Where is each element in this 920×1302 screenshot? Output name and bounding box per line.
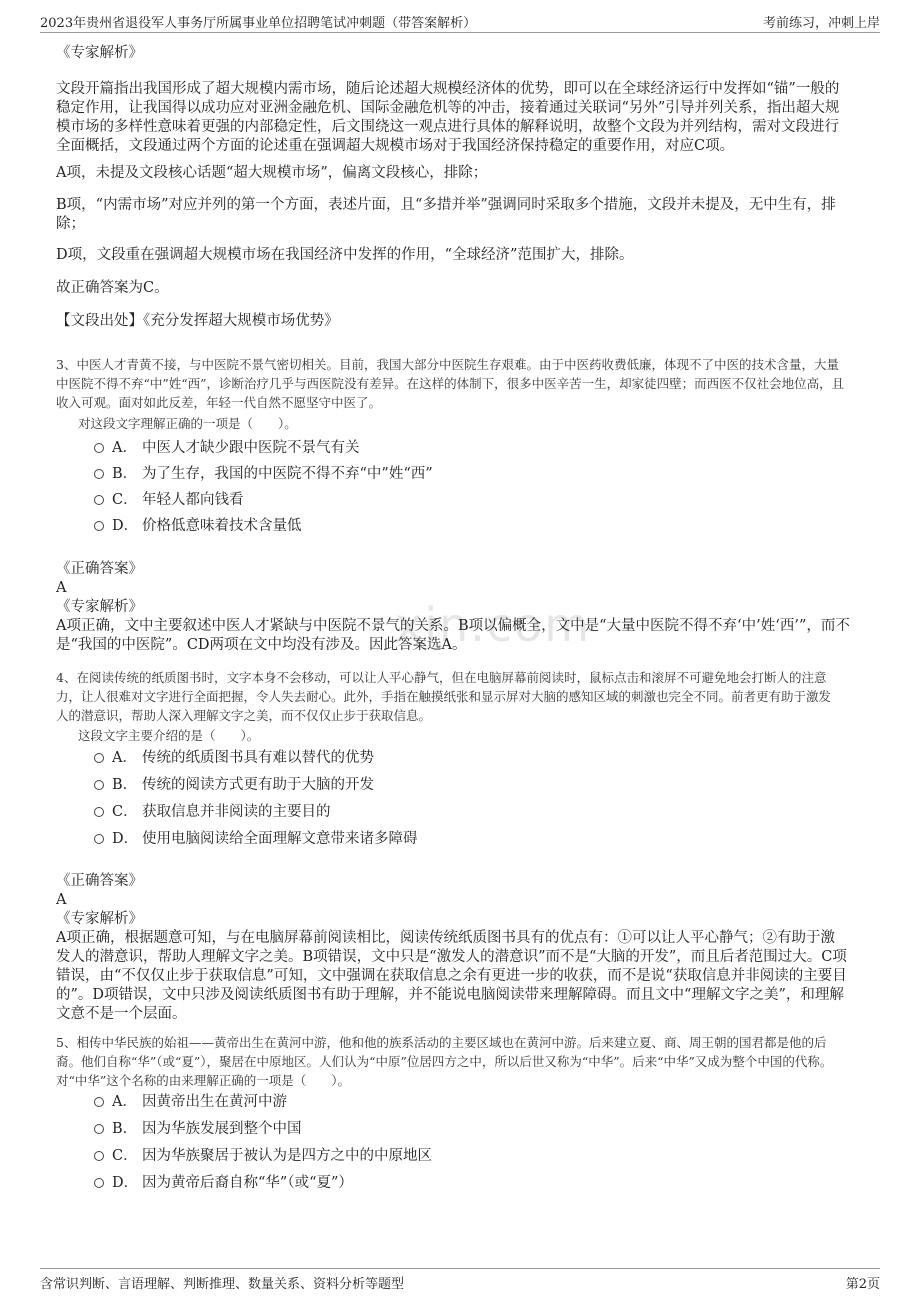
q5-stem: 5、相传中华民族的始祖——黄帝出生在黄河中游，他和他的族系活动的主要区域也在黄河中游。后来建立夏、商、周王朝的国君都是他的后 裔。他们自称“华”（或“夏”），聚居在中原地区。人们认为“中原”位居四方之中，所以后世又称为“中华”。后来“中华”又成为整个中国的代称。 对“中华”这个名称的由来理解正确的一项是（ ）。 xyxy=(56,1035,833,1088)
q4-option-a[interactable]: A． 传统的纸质图书具有难以替代的优势 xyxy=(94,748,374,768)
radio-icon[interactable] xyxy=(94,780,104,790)
radio-icon[interactable] xyxy=(94,495,104,505)
q5-option-c[interactable]: C． 因为华族聚居于被认为是四方之中的中原地区 xyxy=(94,1146,432,1166)
footer-categories: 含常识判断、言语理解、判断推理、数量关系、资料分析等题型 xyxy=(40,1277,405,1292)
q2-option-b-analysis: B项，“内需市场”对应并列的第一个方面，表述片面，且“多措并举”强调同时采取多个措施，文段并未提及，无中生有，排 除； xyxy=(56,197,836,232)
q4-option-d[interactable]: D． 使用电脑阅读给全面理解文意带来诸多障碍 xyxy=(94,829,418,849)
q4-answer-label: 《正确答案》 xyxy=(56,873,143,889)
radio-icon[interactable] xyxy=(94,443,104,453)
header-slogan: 考前练习，冲刺上岸 xyxy=(762,16,880,31)
analysis-line: 全面概括，文段通过两个方面的论述重在强调超大规模市场对于我国经济保持稳定的重要作用，对应C项。 xyxy=(56,138,735,154)
radio-icon[interactable] xyxy=(94,753,104,763)
q3-analysis: A项正确，文中主要叙述中医人才紧缺与中医院不景气的关系。B项以偏概全，文中是“大量中医院不得不弃‘中’姓‘西’”，而不 是“我国的中医院”。CD两项在文中均没有涉及。因此答案选A。 xyxy=(56,618,850,653)
radio-icon[interactable] xyxy=(94,1097,104,1107)
q4-option-c[interactable]: C． 获取信息并非阅读的主要目的 xyxy=(94,802,331,822)
q3-option-a[interactable]: A． 中医人才缺少跟中医院不景气有关 xyxy=(94,438,360,458)
q4-question: 这段文字主要介绍的是（ ）。 xyxy=(78,728,260,743)
radio-icon[interactable] xyxy=(94,521,104,531)
q5-option-a[interactable]: A． 因黄帝出生在黄河中游 xyxy=(94,1092,287,1112)
q2-option-d-analysis: D项，文段重在强调超大规模市场在我国经济中发挥的作用，“全球经济”范围扩大，排除。 xyxy=(56,247,634,263)
radio-icon[interactable] xyxy=(94,1124,104,1134)
q4-stem: 4、在阅读传统的纸质图书时，文字本身不会移动，可以让人平心静气，但在电脑屏幕前阅读时，鼠标点击和滚屏不可避免地会打断人的注意 力，让人很难对文字进行全面把握，令人失去耐心。此外，手指在触摸纸张和显示屏对大脑的感知区域的刺激也完全不同。前者更有助于激发 人的潜意识，帮助人深入理解文字之美，而不仅仅止步于获取信息。 xyxy=(56,670,832,723)
analysis-line: 稳定作用，让我国得以成功应对亚洲金融危机、国际金融危机等的冲击，接着通过关联词“另外”引导并列关系，指出超大规 xyxy=(56,100,840,116)
page-number: 第2页 xyxy=(845,1277,880,1292)
q4-analysis: A项正确，根据题意可知，与在电脑屏幕前阅读相比，阅读传统纸质图书具有的优点有：①可以让人平心静气；②有助于激 发人的潜意识，帮助人理解文字之美。B项错误，文中只是“激发人的潜意识”而不是“大脑的开发”，而且后者范围过大。C项 错误，由“不仅仅止步于获取信息”可知，文中强调在获取信息之余有更进一步的收获，而不是说“获取信息并非阅读的主要目 的”。D项错误，文中只涉及阅读纸质图书有助于理解，并不能说电脑阅读带来理解障碍。而且文中“理解文字之美”，和理解 文意不是一个层面。 xyxy=(56,930,847,1022)
radio-icon[interactable] xyxy=(94,469,104,479)
radio-icon[interactable] xyxy=(94,834,104,844)
radio-icon[interactable] xyxy=(94,807,104,817)
q2-option-a-analysis: A项，未提及文段核心话题“超大规模市场”，偏离文段核心，排除； xyxy=(56,165,488,181)
q3-question: 对这段文字理解正确的一项是（ ）。 xyxy=(78,416,297,431)
q2-conclusion: 故正确答案为C。 xyxy=(56,280,169,296)
q2-analysis-label: 《专家解析》 xyxy=(56,45,143,61)
q3-option-c[interactable]: C． 年轻人都向钱看 xyxy=(94,490,244,510)
watermark: xin.com xyxy=(395,598,592,652)
q2-source: 【文段出处】《充分发挥超大规模市场优势》 xyxy=(56,313,339,329)
q3-answer: A xyxy=(56,580,67,596)
q4-answer: A xyxy=(56,892,67,908)
q4-option-b[interactable]: B． 传统的阅读方式更有助于大脑的开发 xyxy=(94,775,374,795)
q3-option-b[interactable]: B． 为了生存，我国的中医院不得不弃“中”姓“西” xyxy=(94,464,433,484)
analysis-line: 模市场的多样性意味着更强的内部稳定性，后文围绕这一观点进行具体的解释说明，故整个文段为并列结构，需对文段进行 xyxy=(56,119,839,135)
q3-option-d[interactable]: D． 价格低意味着技术含量低 xyxy=(94,516,302,536)
page-footer xyxy=(40,1268,880,1293)
radio-icon[interactable] xyxy=(94,1178,104,1188)
q4-analysis-label: 《专家解析》 xyxy=(56,911,143,927)
q3-analysis-label: 《专家解析》 xyxy=(56,599,143,615)
q2-analysis xyxy=(56,80,856,156)
q5-option-b[interactable]: B． 因为华族发展到整个中国 xyxy=(94,1119,302,1139)
q3-stem: 3、中医人才青黄不接，与中医院不景气密切相关。目前，我国大部分中医院生存艰难。由于中医药收费低廉，体现不了中医的技术含量，大量 中医院不得不弃“中”姓“西”，诊断治疗几乎与西医院没有差异。在这样的体制下，很多中医辛苦一生，却家徒四壁；而西医不仅社会地位高，且 收入可观。面对如此反差，年轻一代自然不愿坚守中医了。 xyxy=(56,357,845,410)
radio-icon[interactable] xyxy=(94,1151,104,1161)
document-title: 2023年贵州省退役军人事务厅所属事业单位招聘笔试冲刺题（带答案解析） xyxy=(40,16,477,31)
page-header xyxy=(40,10,880,33)
q3-answer-label: 《正确答案》 xyxy=(56,561,143,577)
analysis-line: 文段开篇指出我国形成了超大规模内需市场，随后论述超大规模经济体的优势，即可以在全球经济运行中发挥如“锚”一般的 xyxy=(56,81,840,97)
q5-option-d[interactable]: D． 因为黄帝后裔自称“华”（或“夏”） xyxy=(94,1173,353,1193)
